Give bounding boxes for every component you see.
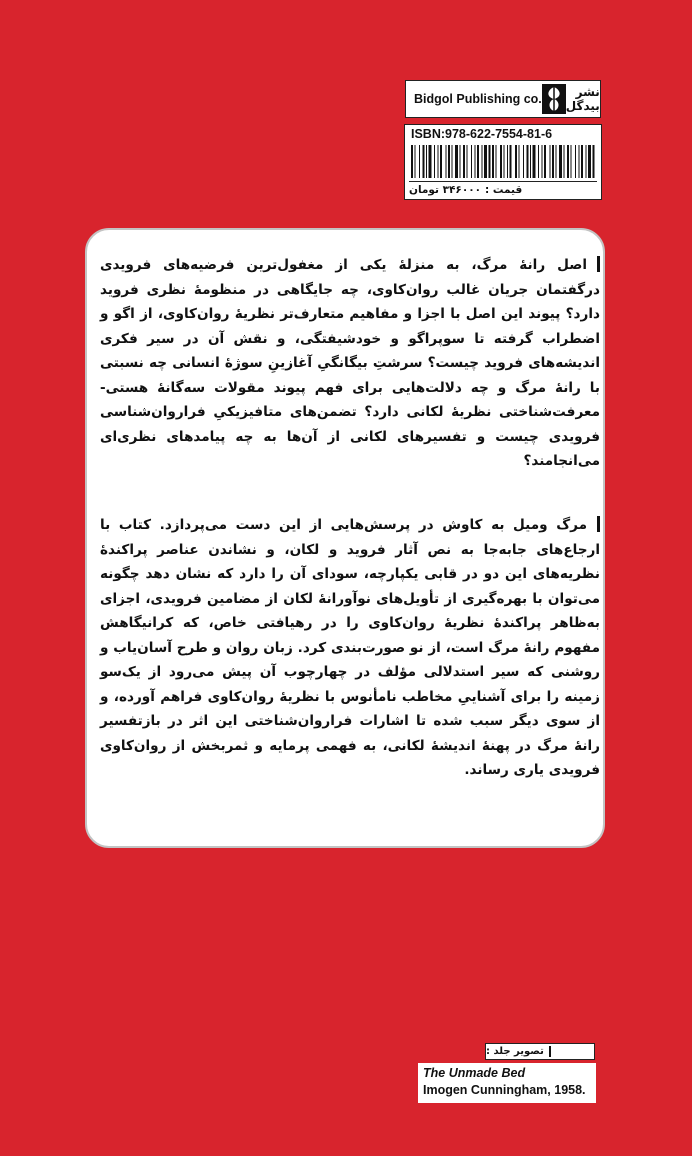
label-marker-icon (549, 1046, 551, 1057)
blurb-paragraph-2 (100, 513, 600, 783)
blurb-paragraph-1 (100, 253, 600, 474)
barcode-icon (411, 145, 595, 178)
blurb-paragraph-1-text: اصل رانهٔ مرگ، به منزلهٔ یکی از مغفول‌ترین فرضیه‌های فرویدی درگفتمان جریان غالب روان‌کاوی، چه جایگاهی در منظومهٔ نظری فروید دارد؟ پیوند این اصل با اجزا و مفاهیم متعارف‌تر نظریهٔ روان‌کاوی، از اگو و اضطراب گرفته تا سوپراگو و خودشیفتگی، و نقش آن در سیر فکری اندیشه‌های فروید چیست؟ سرشتِ بیگانگیِ آغازینِ سوژهٔ انسانی چه نسبتی با رانهٔ مرگ و چه دلالت‌هایی برای فهم پیوند مقولات سه‌گانهٔ هستی- معرفت‌شناختی نظریهٔ لکانی دارد؟ تضمن‌های متافیزیکیِ فراروان‌شناسی فرویدی چیست و تفسیرهای لکانی از آن‌ها به چه پیامدهای نظری‌ای می‌انجامند؟ (100, 257, 600, 469)
cover-credit-label (485, 1043, 595, 1060)
price-label: قیمت : (485, 183, 523, 196)
publisher-name-fa: نشر بیدگل (565, 85, 600, 113)
publisher-box (405, 80, 601, 118)
cover-credit-box (418, 1063, 596, 1103)
isbn-box (404, 124, 602, 200)
butterfly-logo-icon (542, 84, 566, 114)
cover-credit-label-text: تصویر جلد : (486, 1046, 544, 1057)
price-row (409, 181, 597, 197)
blurb-paragraph-2-text: مرگ ومیل به کاوش در پرسش‌هایی از این دست می‌پردازد. کتاب با ارجاع‌های جابه‌جا به نص آثار فروید و لکان، و نشاندن عناصر پراکندهٔ نظریه‌های این دو در قابی یکپارچه، سودای آن را دارد که نشان دهد چگونه می‌توان با بهره‌گیری از تأویل‌های نوآورانهٔ لکان از مضامین فرویدی، اجزای به‌ظاهر پراکندهٔ نظریهٔ روان‌کاوی را در رهیافتی خاص، که کرانیگاهش مفهوم رانهٔ مرگ است، از نو صورت‌بندی کرد. زبان روان و طرح آسان‌یاب و روشنی که سیر استدلالی مؤلف در چهارچوب آن پیش می‌رود از یک‌سو زمینه را برای آشناییِ مخاطب نامأنوس با نظریهٔ روان‌کاوی فراهم آورده، و از سوی دیگر سبب شده تا اشارات فراروان‌شناختی این اثر در بازتفسیر رانهٔ مرگ در پهنهٔ اندیشهٔ لکانی، به فهمی پرمایه و ثمربخش از روان‌کاوی فرویدی یاری رساند. (100, 517, 600, 778)
publisher-name-en: Bidgol Publishing co. (414, 92, 542, 106)
isbn-number: ISBN:978-622-7554-81-6 (411, 127, 553, 141)
paragraph-marker-icon (597, 256, 600, 272)
cover-artwork-title: The Unmade Bed (423, 1066, 526, 1080)
price-value: ۳۴۶۰۰۰ تومان (409, 183, 482, 196)
paragraph-marker-icon (597, 516, 600, 532)
cover-artist: Imogen Cunningham, 1958. (423, 1083, 586, 1097)
